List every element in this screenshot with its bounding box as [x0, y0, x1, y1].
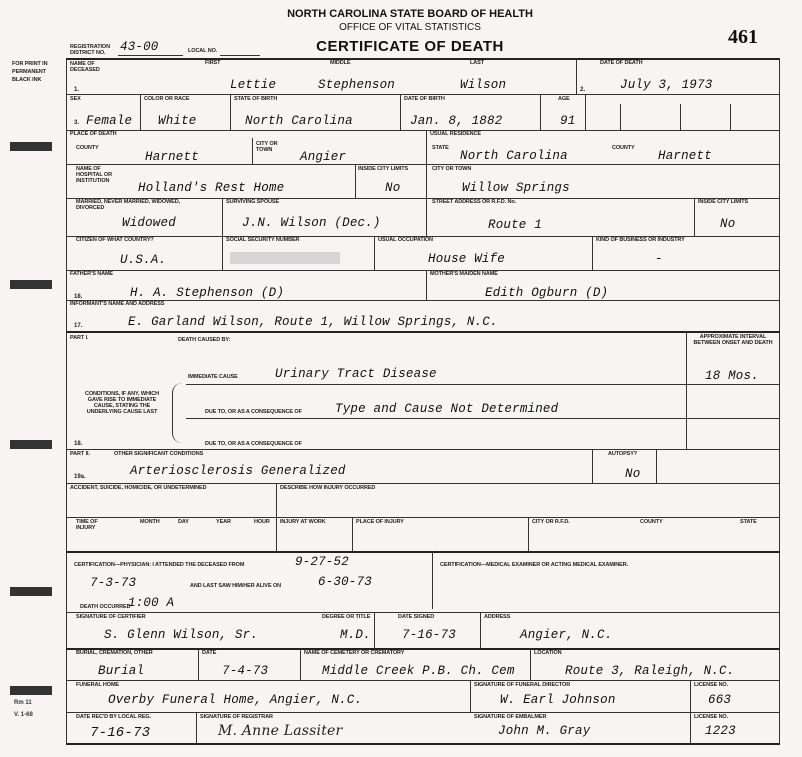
embalmer-license: 1223 [705, 724, 736, 738]
residence-inside-city: No [720, 217, 736, 231]
date-received: 7-16-73 [90, 725, 151, 741]
death-city: Angier [300, 150, 347, 164]
funeral-director: W. Earl Johnson [500, 693, 616, 707]
funeral-home: Overby Funeral Home, Angier, N.C. [108, 693, 363, 707]
certificate-number: 461 [728, 26, 758, 48]
registrar-signature: M. Anne Lassiter [218, 723, 343, 739]
death-time: 1:00 A [128, 596, 175, 610]
residence-city: Willow Springs [462, 181, 570, 195]
interval: 18 Mos. [705, 369, 759, 383]
last-saw-alive: 6-30-73 [318, 575, 372, 589]
date-of-death-label: DATE OF DEATH [600, 60, 643, 66]
occupation: House Wife [428, 252, 506, 266]
board-name: NORTH CAROLINA STATE BOARD OF HEALTH [287, 8, 533, 20]
color-race: White [158, 114, 197, 128]
citizen-of: U.S.A. [120, 253, 167, 267]
street-address: Route 1 [488, 218, 542, 232]
informant: E. Garland Wilson, Route 1, Willow Springs, N.C. [128, 315, 498, 329]
embalmer: John M. Gray [498, 724, 591, 738]
autopsy: No [625, 467, 641, 481]
father-name: H. A. Stephenson (D) [130, 286, 285, 300]
sex: Female [86, 114, 133, 128]
certifier-address: Angier, N.C. [520, 628, 613, 642]
date-of-death: July 3, 1973 [620, 78, 713, 92]
residence-state: North Carolina [460, 149, 568, 163]
first-name: Lettie [230, 78, 277, 92]
death-county: Harnett [145, 150, 199, 164]
marital-status: Widowed [122, 216, 176, 230]
certificate-title: CERTIFICATE OF DEATH [316, 38, 504, 55]
last-name: Wilson [460, 78, 507, 92]
immediate-cause: Urinary Tract Disease [275, 367, 437, 381]
mother-name: Edith Ogburn (D) [485, 286, 609, 300]
print-instruction: FOR PRINT IN PERMANENT BLACK INK [12, 61, 48, 83]
cemetery-location: Route 3, Raleigh, N.C. [565, 664, 735, 678]
office-name: OFFICE OF VITAL STATISTICS [339, 22, 481, 33]
certifier-degree: M.D. [340, 628, 371, 642]
burial-date: 7-4-73 [222, 664, 269, 678]
disposition: Burial [98, 664, 145, 678]
business: - [655, 252, 663, 266]
surviving-spouse: J.N. Wilson (Dec.) [242, 216, 381, 230]
form-code: Rm 11 [14, 700, 32, 706]
registration-district-value: 43-00 [120, 40, 159, 54]
date-signed: 7-16-73 [402, 628, 456, 642]
death-inside-city: No [385, 181, 401, 195]
name-label: NAME OF DECEASED [70, 61, 100, 73]
hospital: Holland's Rest Home [138, 181, 285, 195]
registration-district-label: REGISTRATION DISTRICT NO. [70, 44, 110, 56]
date-of-birth: Jan. 8, 1882 [410, 114, 503, 128]
due-to-cause: Type and Cause Not Determined [335, 402, 559, 416]
age: 91 [560, 114, 576, 128]
form-revision: V. 1-68 [14, 712, 33, 718]
ssn-redacted [230, 252, 340, 264]
residence-county: Harnett [658, 149, 712, 163]
local-no-label: LOCAL NO. [188, 48, 218, 54]
attended-from: 9-27-52 [295, 555, 349, 569]
death-certificate: NORTH CAROLINA STATE BOARD OF HEALTH OFFICE OF VITAL STATISTICS CERTIFICATE OF DEATH 461 REGISTRATION DISTRICT NO. 43-00 LOCAL NO. FOR PRINT IN PERMANENT BLACK INK Rm 11 V. 1-68 NAME OF DECEASED FIRST MIDDLE LAST Lettie Stephenson Wilson 1. DATE OF DEATH July 3, 1973 2. SEX Female 3. COLOR OR RACE White STATE OF BIRTH North Carolina DATE OF BIRTH Jan. 8, 1882 AGE 91 PLACE OF DEATH USUAL RESIDENCE COUNTY Harnett CITY OR TOWN Angier STATE North Carolina COUNTY Harnett NAME OF HOSPITAL OR INSTITUTION Holland's Rest Home INSIDE CITY LIMITS No CITY OR TOWN Willow Springs MARRIED, NEVER MARRIED, WIDOWED, DIVORCED Widowed SURVIVING SPOUSE J.N. Wilson (Dec.) STREET ADDRESS OR R.F.D. No. Route 1 INSIDE CITY LIMITS No CITIZEN OF WHAT COUNTRY? U.S.A. SOCIAL SECURITY NUMBER USUAL OCCUPATION House Wife KIND OF BUSINESS OR INDUSTRY - FATHER'S NAME H. A. Stephenson (D) 18. MOTHER'S MAIDEN NAME Edith Ogburn (D) INFORMANT'S NAME AND ADDRESS E. Garland Wilson, Route 1, Willow Springs, N.C. 17. PART I. DEATH CAUSED BY: APPROXIMATE INTERVAL BETWEEN ONSET AND DEATH IMMEDIATE CAUSE Urinary Tract Disease 18 Mos. CONDITIONS, IF ANY, WHICH GAVE RISE TO IMMEDIATE CAUSE, STATING THE UNDERLYING CAUSE LAST DUE TO, OR AS A CONSEQUENCE OF Type and Cause Not Determined DUE TO, OR AS A CONSEQUENCE OF 18. PART II. OTHER SIGNIFICANT CONDITIONS Arteriosclerosis Generalized 19a. AUTOPSY? No ACCIDENT, SUICIDE, HOMICIDE, OR UNDETERMINED DESCRIBE HOW INJURY OCCURRED TIME OF INJURY MONTH DAY YEAR HOUR INJURY AT WORK PLACE OF INJURY CITY OR R.F.D. COUNTY STATE CERTIFICATION—PHYSICIAN: I ATTENDED THE DECEASED FROM 9-27-52 7-3-73 AND LAST SAW HIM/HER ALIVE ON 6-30-73 DEATH OCCURRED 1:00 A CERTIFICATION—MEDICAL EXAMINER OR ACTING MEDICAL EXAMINER. SIGNATURE OF CERTIFIER S. Glenn Wilson, Sr. DEGREE OR TITLE M.D. DATE SIGNED 7-16-73 ADDRESS Angier, N.C. BURIAL, CREMATION, OTHER Burial DATE 7-4-73 NAME OF CEMETERY OR CREMATORY Middle Creek P.B. Ch. Cem LOCATION Route 3, Raleigh, N.C. FUNERAL HOME Overby Funeral Home, Angier, N.C. SIGNATURE OF FUNERAL DIRECTOR W. Earl Johnson LICENSE NO. 663 DATE REC'D BY LOCAL REG. 7-16-73 SIGNATURE OF REGISTRAR M. Anne Lassiter SIGNATURE OF EMBALMER John M. Gray LICENSE NO. 1223 [0, 0, 802, 757]
state-of-birth: North Carolina [245, 114, 353, 128]
certifier-name: S. Glenn Wilson, Sr. [104, 628, 259, 642]
middle-name: Stephenson [318, 78, 396, 92]
attended-to: 7-3-73 [90, 576, 137, 590]
cemetery: Middle Creek P.B. Ch. Cem [322, 664, 515, 678]
other-conditions: Arteriosclerosis Generalized [130, 464, 346, 478]
director-license: 663 [708, 693, 732, 707]
